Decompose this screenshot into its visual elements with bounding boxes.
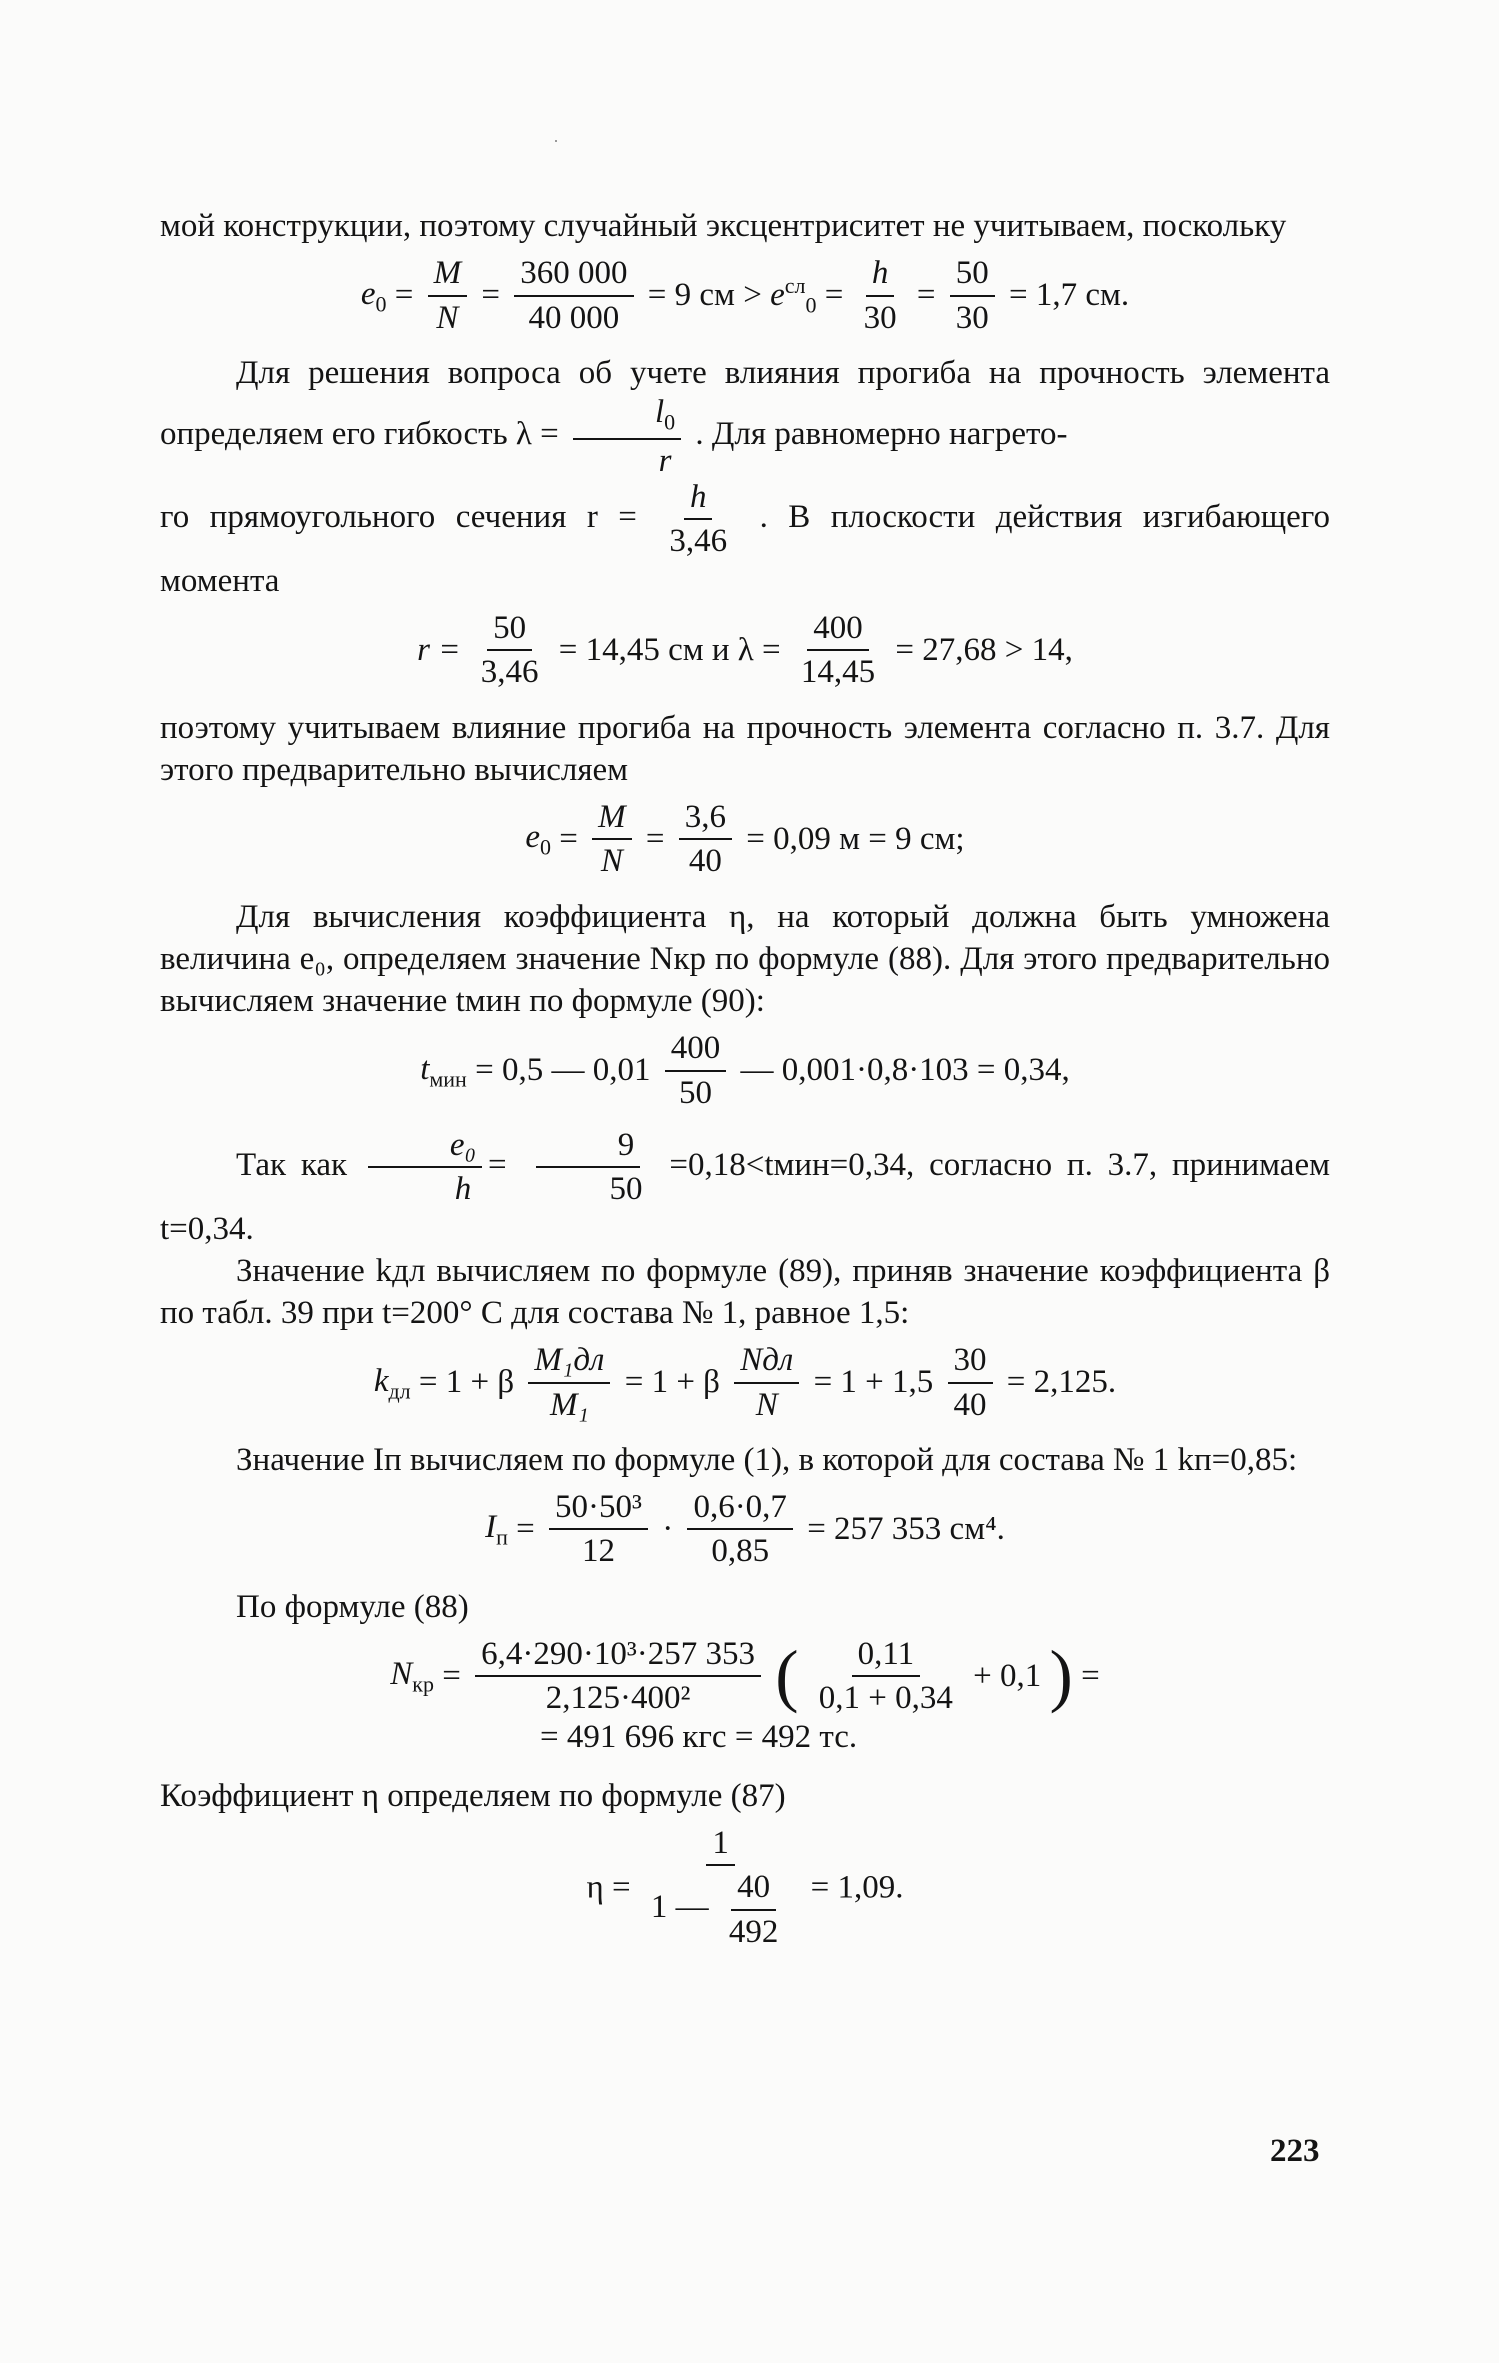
left-paren: ( xyxy=(775,1637,799,1715)
equation-nkr: $N_{кр}$ = $\frac{\text{6,4·290·10³·257 353}}{\text{2,125·400²}}$ ( $\frac{0,11}{0,1 + 0,34}$ + 0,1 ) = = 491 696 кгс = 492 тс. xyxy=(160,1636,1330,1759)
paragraph-1: мой конструкции, поэтому случайный эксцентриситет не учитываем, поскольку xyxy=(160,208,1287,244)
eq5-frac-2: $\frac{\text{Nдл}}{N}$ xyxy=(734,1342,799,1423)
eq7-frac-2: $\frac{0,11}{0,1 + 0,34}$ xyxy=(818,1635,953,1717)
paragraph-3: го прямоугольного сечения r = $\frac{h}{3,46}$ . В плоскости действия изгибающего момента xyxy=(160,479,1331,599)
paragraph-9: По формуле (88) xyxy=(236,1588,469,1625)
eq8-frac: 1 1 — $\frac{40}{492}$ xyxy=(645,1825,797,1950)
paragraph-4: поэтому учитываем влияние прогиба на прочность элемента согласно п. 3.7. Для этого предварительно вычисляем xyxy=(160,709,1330,788)
eq1-frac-1: $\frac{M}{N}$ xyxy=(428,255,468,336)
p6-frac-1: $\frac{\text{e₀}}{h}$ xyxy=(368,1127,482,1208)
equation-eta: η = 1 1 — $\frac{40}{492}$ = 1,09. xyxy=(586,1824,904,1950)
p3-frac: $\frac{h}{3,46}$ xyxy=(669,479,728,560)
equation-e0: $e_0$ = $\frac{M}{N}$ = $\frac{3,6}{40}$ = 0,09 м = 9 см; xyxy=(525,799,965,880)
eq7-frac-1: $\frac{\text{6,4·290·10³·257 353}}{\text{2,125·400²}}$ xyxy=(475,1636,761,1717)
eq2-frac-2: $\frac{400}{14,45}$ xyxy=(800,609,876,691)
paragraph-10: Коэффициент η определяем по формуле (87) xyxy=(160,1777,786,1814)
eq8-inner-frac: $\frac{40}{492}$ xyxy=(728,1869,779,1950)
paragraph-7: Значение kдл вычисляем по формуле (89), приняв значение коэффициента β по табл. 39 при t=200° С для состава № 1, равное 1,5: xyxy=(160,1252,1330,1331)
equation-tmin: $t_{мин} = 0,5$ — 0,01 $\frac{400}{50}$ — 0,001·0,8·103 = 0,34, xyxy=(420,1030,1070,1111)
paragraph-6: Так как $\frac{\text{e₀}}{h}$ = $\frac{9}{50}$ =0,18<tмин=0,34, согласно п. 3.7, принимаем t=0,34. xyxy=(160,1126,1330,1247)
eq1-frac-3: $\frac{h}{30}$ xyxy=(863,255,897,336)
eq3-frac-1: $\frac{M}{N}$ xyxy=(592,799,632,880)
eq7-row2: = 491 696 кгс = 492 тс. xyxy=(540,1719,858,1756)
eq6-frac-2: $\frac{0,6\cdot 0,7}{0,85}$ xyxy=(687,1489,793,1570)
eq1-mid: = 9 см > xyxy=(647,277,762,314)
paragraph-8: Значение Iп вычисляем по формуле (1), в которой для состава № 1 kп=0,85: xyxy=(236,1441,1298,1478)
eq4-frac: $\frac{400}{50}$ xyxy=(665,1030,727,1111)
paragraph-2: Для решения вопроса об учете влияния прогиба на прочность элемента определяем его гибкость λ = $\frac{l_0}{r}$ . Для равномерно нагрето- xyxy=(160,354,1330,479)
eq1-frac-4: $\frac{50}{30}$ xyxy=(950,255,995,336)
eq3-frac-2: $\frac{3,6}{40}$ xyxy=(679,799,732,880)
equation-ip: $I_п$ = $\frac{\text{50·50³}}{12}$ · $\frac{0,6\cdot 0,7}{0,85}$ = 257 353 см⁴. xyxy=(485,1489,1005,1570)
equation-kdl: $k_{дл} = 1 + \beta$ $\frac{\text{M₁дл}}{\text{M₁}}$ = 1 + β $\frac{\text{Nдл}}{N}$ = 1 + 1,5 $\frac{30}{40}$ = 2,125. xyxy=(373,1342,1117,1423)
eq5-frac-3: $\frac{30}{40}$ xyxy=(948,1342,993,1423)
eq2-frac-1: $\frac{50}{3,46}$ xyxy=(480,609,539,691)
p2-frac: $\frac{l_0}{r}$ xyxy=(573,394,681,479)
page-content xyxy=(160,205,1330,1966)
paragraph-5: Для вычисления коэффициента η, на который должна быть умножена величина e₀, определяем значение Nкр по формуле (88). Для этого предварительно вычисляем значение tмин по формуле (90): xyxy=(160,898,1330,1020)
scan-speck xyxy=(555,140,557,142)
eq1-lhs: $e_0$ xyxy=(360,275,387,317)
eq5-frac-1: $\frac{\text{M₁дл}}{\text{M₁}}$ xyxy=(528,1342,610,1423)
page-number: 223 xyxy=(1270,2133,1320,2169)
equation-radius: r = $\frac{50}{3,46}$ = 14,45 см и λ = $\frac{400}{14,45}$ = 27,68 > 14, xyxy=(417,609,1073,691)
eq6-frac-1: $\frac{\text{50·50³}}{12}$ xyxy=(549,1489,648,1570)
p6-frac-2: $\frac{9}{50}$ xyxy=(528,1127,649,1208)
eq1-frac-2: $\frac{360 000}{40 000}$ xyxy=(514,255,633,336)
right-paren: ) xyxy=(1049,1637,1073,1715)
equation-eccentricity: $e_0$ = $\frac{M}{N}$ = $\frac{360 000}{40 000}$ = 9 см > $e^{сл}_0$ = $\frac{h}{30}$ = $\frac{50}{30}$ = 1,7 см. xyxy=(360,255,1130,336)
eq1-e-sl: $e^{сл}_0$ xyxy=(770,272,817,318)
eq1-result: = 1,7 см. xyxy=(1008,277,1130,314)
